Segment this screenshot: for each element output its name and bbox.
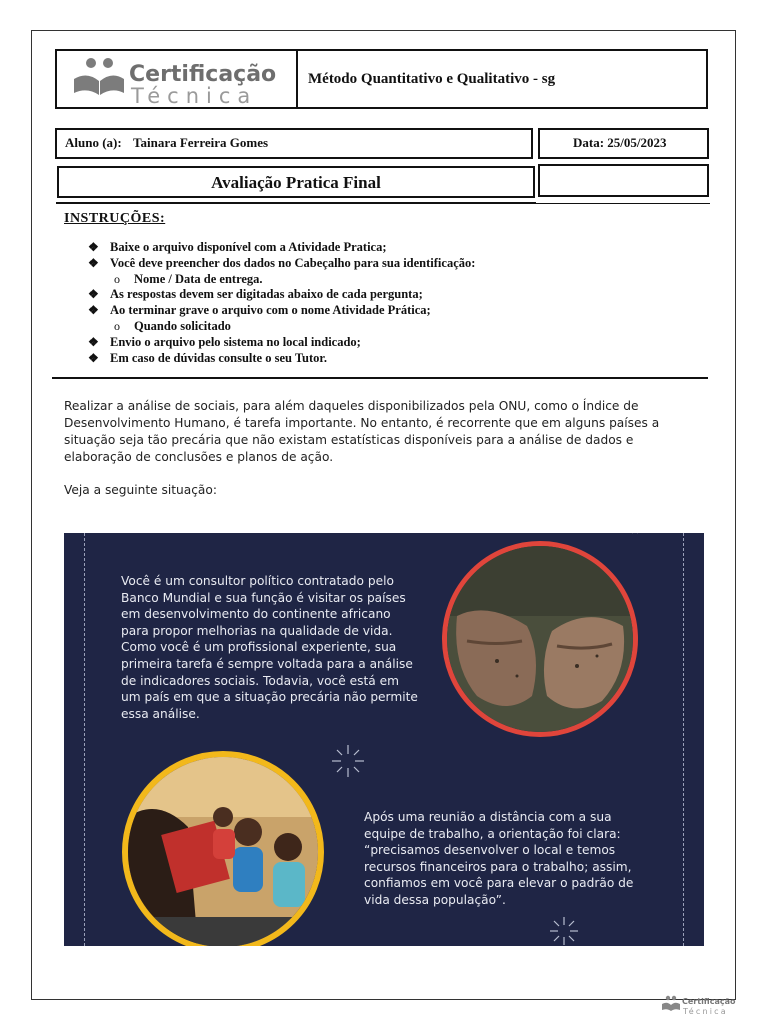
course-title-box (296, 49, 708, 109)
divider (535, 203, 710, 204)
diamond-bullet-icon: ❖ (88, 303, 99, 318)
panel-text-1: Você é um consultor político contratado pelo Banco Mundial e sua função é visitar os países em desenvolvimento do continente africano para propor melhorias na qualidade de vida. Como você é um profissional experiente, sua primeira tarefa é sempre voltada para a análise de indicadores sociais. Todavia, você está em um país em que a situação precária não permite essa análise. (121, 574, 418, 721)
sub-bullet-icon: o (114, 271, 120, 286)
dashed-line (84, 533, 85, 946)
diamond-bullet-icon: ❖ (88, 350, 99, 365)
sparkle-icon (546, 913, 582, 946)
footer-logo-text-2: Técnica (683, 1007, 728, 1016)
diamond-bullet-icon: ❖ (88, 287, 99, 302)
instruction-item (88, 256, 475, 272)
instruction-text: Ao terminar grave o arquivo com o nome Atividade Prática; (110, 303, 431, 318)
dashed-line (683, 533, 684, 946)
instruction-text: As respostas devem ser digitadas abaixo de cada pergunta; (110, 287, 423, 302)
sparkle-icon (620, 533, 650, 545)
student-name[interactable]: Tainara Ferreira Gomes (133, 135, 269, 150)
evaluation-title: Avaliação Pratica Final (211, 173, 381, 192)
instruction-item (88, 335, 475, 351)
instruction-text: Nome / Data de entrega. (134, 271, 263, 286)
panel-text-2: Após uma reunião a distância com a sua equipe de trabalho, a orientação foi clara: “precisamos desenvolver o local e temos recursos financeiros para o trabalho; assim, confiamos em você para elevar o padrão de vida dessa população”. (364, 810, 634, 907)
diamond-bullet-icon: ❖ (88, 240, 99, 254)
date-box (538, 128, 709, 159)
intro-paragraph: Realizar a análise de sociais, para além daqueles disponibilizados pela ONU, como o Índice de Desenvolvimento Humano, é tarefa importante. No entanto, é recorrente que em alguns países a situação seja tão precária que não existam estatísticas disponíveis para a análise de dados e elaboração de conclusões e planos de ação. (64, 399, 660, 464)
sub-bullet-icon: o (114, 318, 120, 333)
instruction-text: Envio o arquivo pelo sistema no local indicado; (110, 334, 361, 349)
instruction-item (88, 240, 475, 256)
diamond-bullet-icon: ❖ (88, 255, 99, 270)
instruction-item (88, 319, 475, 335)
divider (56, 202, 536, 204)
certificacao-tecnica-logo (57, 51, 296, 107)
lead-text: Veja a seguinte situação: (64, 483, 217, 497)
student-box (55, 128, 533, 159)
footer-logo (660, 994, 740, 1018)
diamond-bullet-icon: ❖ (88, 334, 99, 349)
situation-panel (64, 533, 704, 946)
instruction-text: Em caso de dúvidas consulte o seu Tutor. (110, 350, 327, 365)
children-reading-photo (122, 751, 324, 946)
instruction-item (88, 272, 475, 288)
evaluation-title-box (57, 166, 535, 198)
blank-box[interactable] (538, 164, 709, 197)
instruction-text: Você deve preencher dos dados no Cabeçalho para sua identificação: (110, 255, 476, 270)
instruction-text: Baixe o arquivo disponível com a Atividade Pratica; (110, 240, 387, 254)
instructions-list (88, 240, 475, 366)
divider (52, 377, 708, 379)
logo-text-1: Certificação (129, 62, 277, 87)
instructions-title: INSTRUÇÕES: (64, 211, 166, 226)
sparkle-icon (328, 741, 368, 781)
logo-text-2: Técnica (131, 84, 258, 107)
logo-box (55, 49, 298, 109)
hands-photo (442, 541, 638, 737)
course-title: Método Quantitativo e Qualitativo - sg (308, 71, 556, 87)
student-label: Aluno (a): (65, 135, 122, 150)
instruction-item (88, 351, 475, 367)
instruction-item (88, 287, 475, 303)
instruction-text: Quando solicitado (134, 318, 231, 333)
date-text[interactable]: Data: 25/05/2023 (573, 135, 667, 150)
footer-logo-text-1: Certificação (682, 997, 736, 1006)
instruction-item (88, 303, 475, 319)
